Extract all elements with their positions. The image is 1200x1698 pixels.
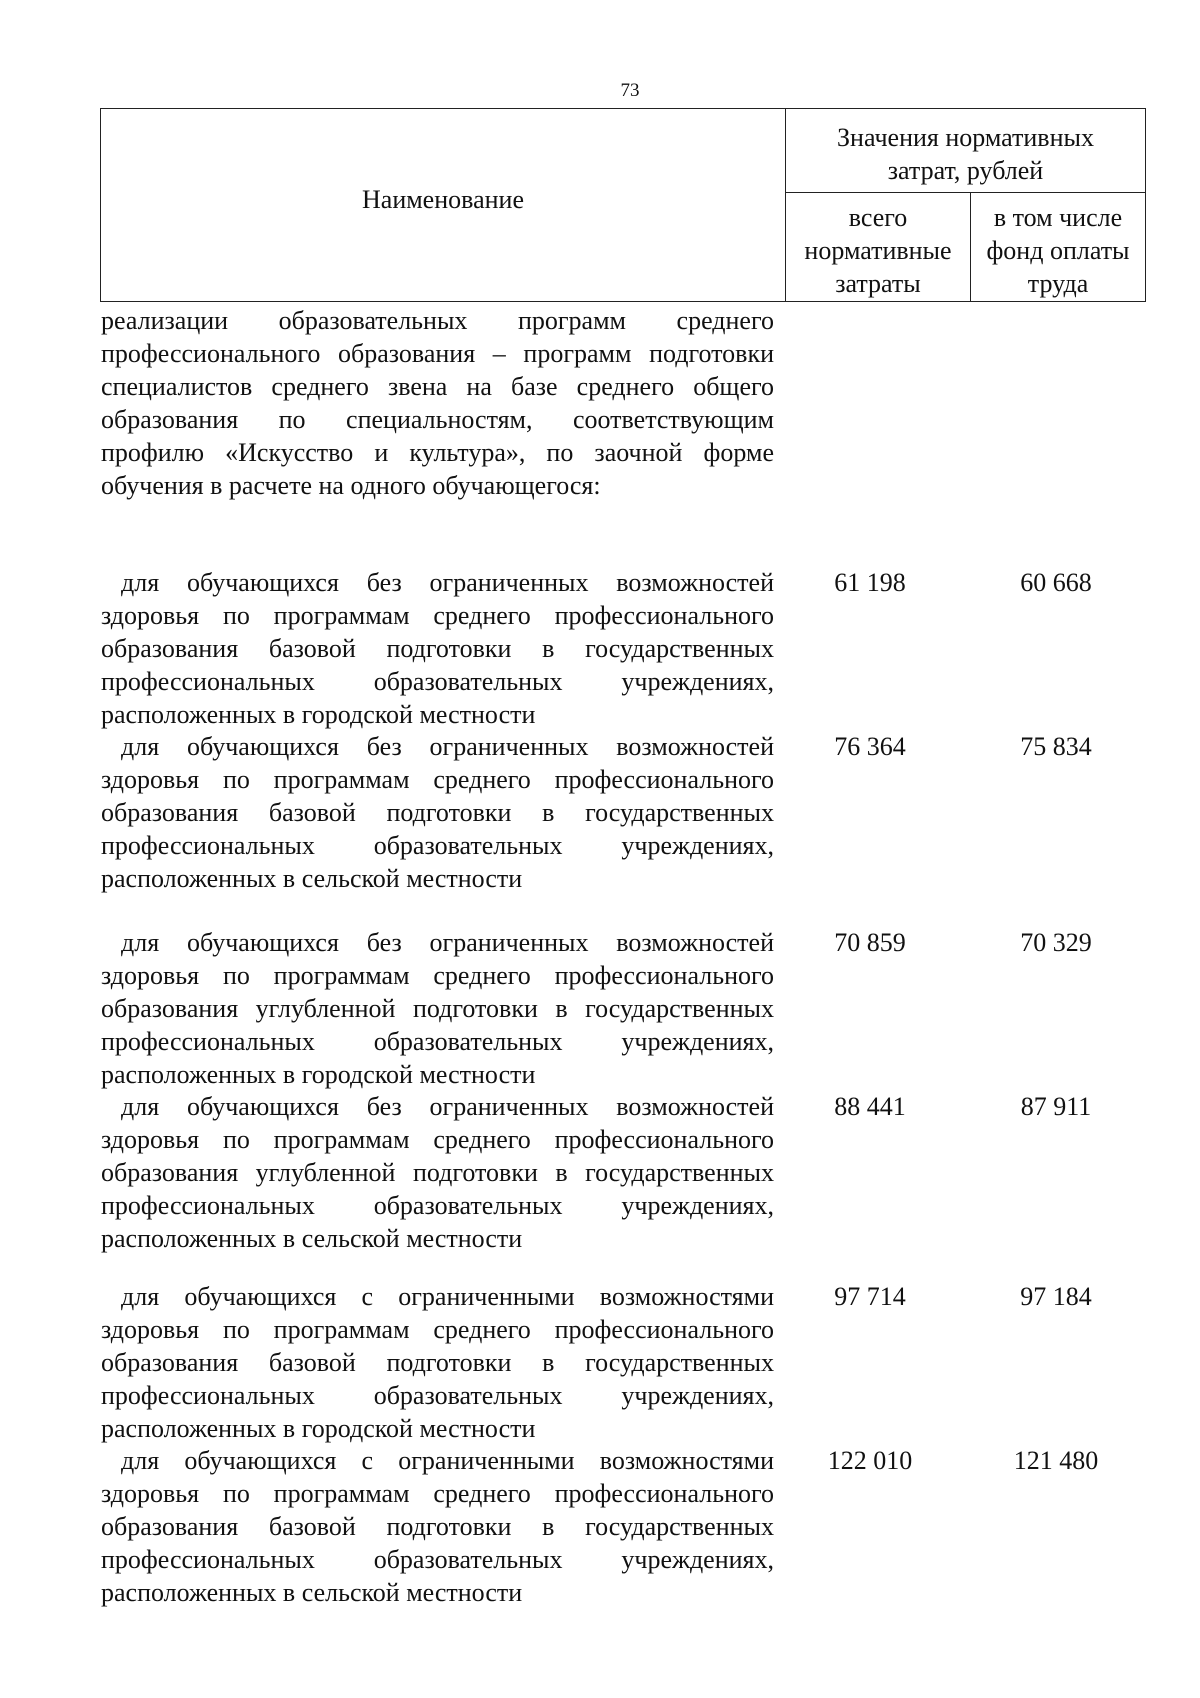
total-column-header [786,193,971,301]
row-description: для обучающихся с ограниченными возможностями здоровья по программам среднего профессионального образования базовой подготовки в государственных профессиональных образовательных учреждениях, расположенных в городской местности [101,1282,774,1443]
table-row [101,1444,774,1609]
table-header [100,108,1146,302]
row-payroll-value: 60 668 [1020,568,1092,597]
table-row [101,730,774,895]
values-header-line: затрат, рублей [887,156,1044,185]
intro-text: реализации образовательных программ среднего профессионального образования – программ подготовки специалистов среднего звена на базе среднего общего образования по специальностям, соответствующим профилю «Искусство и культура», по заочной форме обучения в расчете на одного обучающегося: [101,306,774,500]
row-payroll-value: 87 911 [1020,1092,1092,1121]
row-description: для обучающихся без ограниченных возможностей здоровья по программам среднего профессионального образования углубленной подготовки в государственных профессиональных образовательных учреждениях, расположенных в сельской местности [101,1092,774,1253]
row-description: для обучающихся без ограниченных возможностей здоровья по программам среднего профессионального образования углубленной подготовки в государственных профессиональных образовательных учреждениях, расположенных в городской местности [101,928,774,1089]
values-header-line: Значения нормативных [837,123,1094,152]
row-payroll-value: 97 184 [1020,1282,1092,1311]
row-payroll-value: 70 329 [1020,928,1092,957]
row-total-value: 76 364 [834,732,906,761]
name-column-label: Наименование [362,185,524,214]
page-number: 73 [620,80,640,101]
total-header-line: затраты [835,269,921,298]
payroll-column-header [971,193,1145,301]
row-total-value: 61 198 [834,568,906,597]
row-total-value: 88 441 [834,1092,906,1121]
row-total-value: 70 859 [834,928,906,957]
row-description: для обучающихся без ограниченных возможностей здоровья по программам среднего профессионального образования базовой подготовки в государственных профессиональных образовательных учреждениях, расположенных в городской местности [101,568,774,729]
row-description: для обучающихся без ограниченных возможностей здоровья по программам среднего профессионального образования базовой подготовки в государственных профессиональных образовательных учреждениях, расположенных в сельской местности [101,732,774,893]
table-row [101,926,774,1091]
row-description: для обучающихся с ограниченными возможностями здоровья по программам среднего профессионального образования базовой подготовки в государственных профессиональных образовательных учреждениях, расположенных в сельской местности [101,1446,774,1607]
values-column-header [786,109,1145,193]
table-row [101,1090,774,1255]
payroll-header-line: фонд оплаты [986,236,1130,265]
total-header-line: всего [848,203,908,232]
table-row [101,566,774,731]
total-header-line: нормативные [804,236,952,265]
intro-paragraph [101,304,774,502]
payroll-header-line: в том числе [993,203,1123,232]
row-total-value: 122 010 [827,1446,913,1475]
payroll-header-line: труда [1027,269,1089,298]
row-payroll-value: 121 480 [1013,1446,1099,1475]
row-payroll-value: 75 834 [1020,732,1092,761]
name-column-header [101,109,786,301]
table-row [101,1280,774,1445]
row-total-value: 97 714 [834,1282,906,1311]
